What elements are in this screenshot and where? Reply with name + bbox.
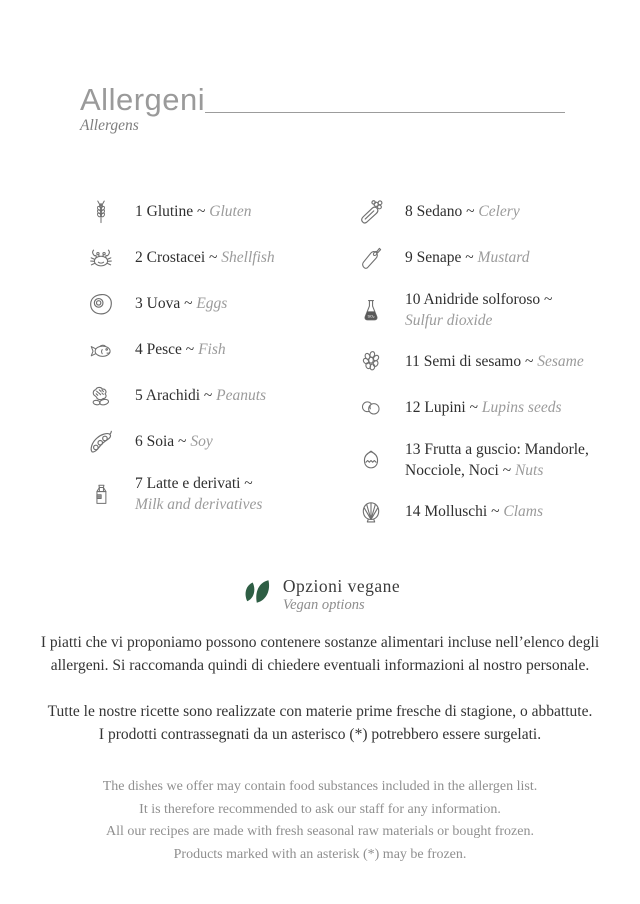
mustard-bottle-icon [354, 243, 388, 273]
allergen-item-uova [84, 281, 354, 327]
peanut-icon [84, 382, 118, 410]
clam-shell-icon [354, 497, 388, 527]
allergen-label [135, 201, 251, 222]
vegan-label: Opzioni vegane [282, 575, 401, 596]
allergen-item-latte [84, 465, 354, 523]
allergen-item-frutta-a-guscio [354, 431, 640, 489]
milk-carton-icon [84, 478, 118, 510]
lupini-beans-icon [354, 395, 388, 421]
allergen-column-left [84, 189, 354, 535]
allergen-item-sesamo [354, 339, 640, 385]
fish-icon [84, 337, 118, 363]
allergen-name-it: 14 Molluschi ~ [405, 503, 500, 521]
allergen-grid [0, 189, 640, 535]
title-row [80, 84, 565, 115]
allergen-name-en: Sulfur dioxide [405, 312, 493, 329]
allergen-name-it: 2 Crostacei ~ [135, 249, 218, 267]
sulfur-dioxide-flask-icon [354, 295, 388, 325]
allergen-item-molluschi [354, 489, 640, 535]
vegan-leaves-icon [240, 575, 273, 614]
allergen-item-senape [354, 235, 640, 281]
allergen-name-en: Shellfish [221, 249, 275, 267]
notes-line: I prodotti contrassegnati da un asterisco (*) potrebbero essere surgelati. [98, 725, 542, 743]
notes-italian [0, 631, 640, 746]
allergen-label [405, 289, 552, 332]
hazelnut-icon [354, 446, 388, 474]
soy-icon [84, 427, 118, 457]
allergen-name-it: 4 Pesce ~ [135, 341, 195, 359]
allergen-name-en: Lupins seeds [481, 399, 562, 417]
notes-line: Tutte le nostre ricette sono realizzate con materie prime fresche di stagione, o abbattute. [47, 702, 593, 720]
allergen-label [405, 201, 520, 222]
allergen-name-en: Gluten [209, 203, 252, 221]
allergen-label [135, 339, 226, 360]
allergen-item-pesce [84, 327, 354, 373]
so2-label: SO₂ [367, 314, 375, 319]
crab-icon [84, 244, 118, 272]
allergen-name-it: 12 Lupini ~ [405, 399, 478, 417]
allergen-name-en: Clams [503, 503, 543, 521]
allergen-item-anidride-solforosa [354, 281, 640, 339]
header [80, 84, 565, 135]
wheat-icon [84, 197, 118, 227]
allergen-name-it: 7 Latte e derivati ~ [135, 474, 253, 492]
allergen-name-it: 9 Senape ~ [405, 249, 474, 267]
allergen-name-en: Soy [190, 433, 213, 451]
vegan-sublabel: Vegan options [282, 596, 365, 613]
allergen-name-en: Sesame [537, 353, 584, 371]
allergen-name-en: Milk and derivatives [135, 496, 263, 513]
allergen-item-glutine [84, 189, 354, 235]
allergen-item-lupini [354, 385, 640, 431]
notes-line: I piatti che vi proponiamo possono contenere sostanze alimentari incluse nell’elenco degli [40, 634, 600, 651]
notes-italian-paragraph-1 [0, 631, 640, 678]
page-subtitle: Allergens [80, 117, 139, 134]
allergen-label [405, 439, 631, 482]
vegan-text [283, 576, 400, 614]
allergen-item-arachidi [84, 373, 354, 419]
allergen-name-en: Celery [478, 203, 520, 221]
notes-line: allergeni. Si raccomanda quindi di chiedere eventuali informazioni al nostro personale. [50, 657, 590, 675]
allergen-label [135, 293, 227, 314]
allergen-item-sedano [354, 189, 640, 235]
allergen-column-right [354, 189, 640, 535]
allergen-name-it: 3 Uova ~ [135, 295, 193, 313]
sesame-seeds-icon [354, 348, 388, 376]
notes-italian-paragraph-2 [0, 700, 640, 747]
notes-line: The dishes we offer may contain food substances included in the allergen list. [102, 779, 538, 794]
allergen-label [135, 385, 266, 406]
allergen-name-it: 1 Glutine ~ [135, 203, 206, 221]
allergen-name-it: 10 Anidride solforoso ~ [405, 290, 553, 308]
allergen-label [405, 351, 584, 372]
notes-english [0, 776, 640, 867]
allergen-name-it: 6 Soia ~ [135, 433, 187, 451]
allergen-name-it: 13 Frutta a guscio: Mandorle, Nocciole, Noci ~ [405, 440, 589, 479]
allergen-name-en: Eggs [196, 295, 228, 313]
notes-line: It is therefore recommended to ask our staff for any information. [139, 801, 501, 817]
allergen-item-crostacei [84, 235, 354, 281]
allergen-label [135, 431, 213, 452]
allergen-name-it: 5 Arachidi ~ [135, 387, 213, 405]
allergen-label [405, 397, 562, 418]
allergen-name-it: 8 Sedano ~ [405, 203, 475, 221]
allergen-label [405, 501, 543, 522]
allergen-name-en: Peanuts [216, 387, 267, 405]
allergen-name-en: Fish [198, 341, 226, 359]
egg-icon [84, 289, 118, 319]
allergen-item-soia [84, 419, 354, 465]
allergen-name-en: Mustard [477, 249, 530, 267]
vegan-options-section [0, 575, 640, 614]
allergen-name-en: Nuts [514, 462, 544, 479]
page-title: Allergeni [80, 82, 206, 117]
allergen-label [135, 247, 275, 268]
title-underline-rule [205, 112, 565, 113]
celery-icon [354, 197, 388, 227]
allergen-name-it: 11 Semi di sesamo ~ [405, 353, 534, 371]
notes-line: Products marked with an asterisk (*) may be frozen. [173, 847, 467, 863]
allergen-label [135, 473, 262, 516]
notes-line: All our recipes are made with fresh seasonal raw materials or bought frozen. [105, 824, 534, 840]
allergen-label [405, 247, 530, 268]
